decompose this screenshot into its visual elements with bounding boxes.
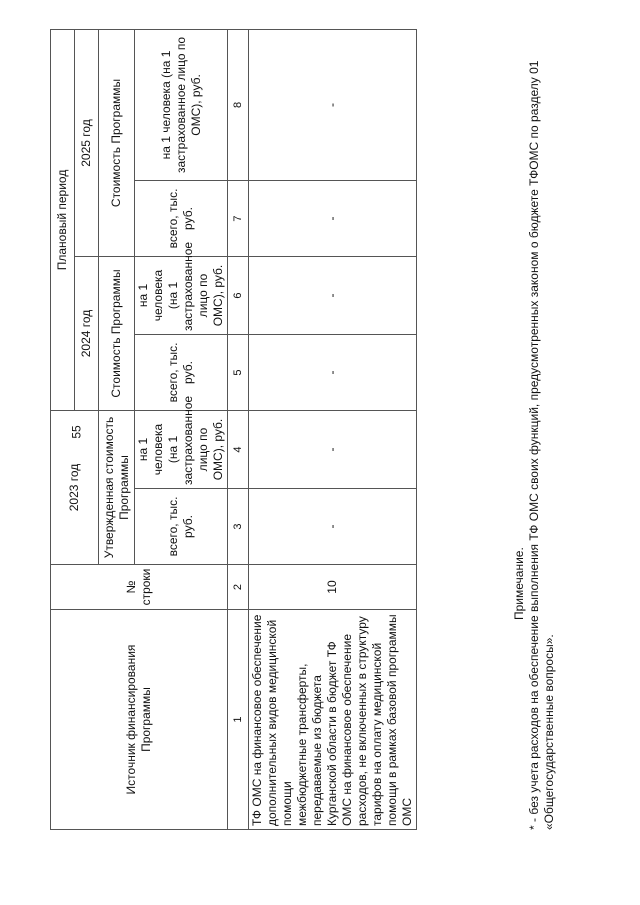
column-number: 6 bbox=[228, 257, 249, 335]
header-program-cost-2024: Стоимость Программы bbox=[99, 257, 135, 411]
row-source-line1: ТФ ОМС на финансовое обеспечение дополнительных видов медицинской помощи bbox=[250, 614, 294, 826]
header-per-person-2025: на 1 человека (на 1 застрахованное лицо по ОМС), руб. bbox=[135, 29, 228, 180]
row-number: 10 bbox=[249, 565, 417, 610]
column-number: 4 bbox=[228, 411, 249, 489]
header-per-person-2024: на 1 человека (на 1 застрахованное лицо по ОМС), руб. bbox=[135, 257, 228, 335]
header-2023: 2023 год bbox=[51, 411, 99, 565]
column-number: 2 bbox=[228, 565, 249, 610]
column-number: 7 bbox=[228, 181, 249, 257]
rotated-page-content bbox=[50, 30, 610, 830]
value-per-person-2023: - bbox=[249, 411, 417, 489]
header-per-person-2023: на 1 человека (на 1 застрахованное лицо по ОМС), руб. bbox=[135, 411, 228, 489]
value-per-person-2025: - bbox=[249, 29, 417, 180]
header-total-2025: всего, тыс. руб. bbox=[135, 181, 228, 257]
value-per-person-2024: - bbox=[249, 257, 417, 335]
header-approved-cost: Утвержденная стоимость Программы bbox=[99, 411, 135, 565]
column-number: 5 bbox=[228, 335, 249, 411]
footnote bbox=[512, 30, 557, 830]
row-source-line2: межбюджетные трансферты, передаваемые из бюджета Курганской области в бюджет ТФ ОМС на финансовое обеспечение расходов, не включенных в структуру тарифов на оплату медицинской помощи в рамках базовой программы ОМС bbox=[295, 614, 414, 826]
row-source bbox=[249, 610, 417, 830]
header-total-2024: всего, тыс. руб. bbox=[135, 335, 228, 411]
value-total-2024: - bbox=[249, 335, 417, 411]
column-number: 3 bbox=[228, 489, 249, 565]
value-total-2023: - bbox=[249, 489, 417, 565]
header-planned-period: Плановый период bbox=[51, 29, 75, 410]
value-total-2025: - bbox=[249, 181, 417, 257]
header-2025: 2025 год bbox=[75, 29, 99, 256]
footnote-title: Примечание. bbox=[512, 547, 526, 620]
financing-table bbox=[50, 29, 417, 830]
column-number: 1 bbox=[228, 610, 249, 830]
header-program-cost-2025: Стоимость Программы bbox=[99, 29, 135, 256]
header-total-2023: всего, тыс. руб. bbox=[135, 489, 228, 565]
page-number: 55 bbox=[69, 425, 84, 439]
column-number: 8 bbox=[228, 29, 249, 180]
header-source: Источник финансирования Программы bbox=[51, 610, 228, 830]
header-2024: 2024 год bbox=[75, 257, 99, 411]
footnote-text: * - без учета расходов на обеспечение выполнения ТФ ОМС своих функций, предусмотренных законом о бюджете ТФОМС по разделу 01 «Общегосударственные вопросы». bbox=[527, 60, 556, 830]
table-row bbox=[249, 29, 417, 829]
header-row-no: № строки bbox=[51, 565, 228, 610]
